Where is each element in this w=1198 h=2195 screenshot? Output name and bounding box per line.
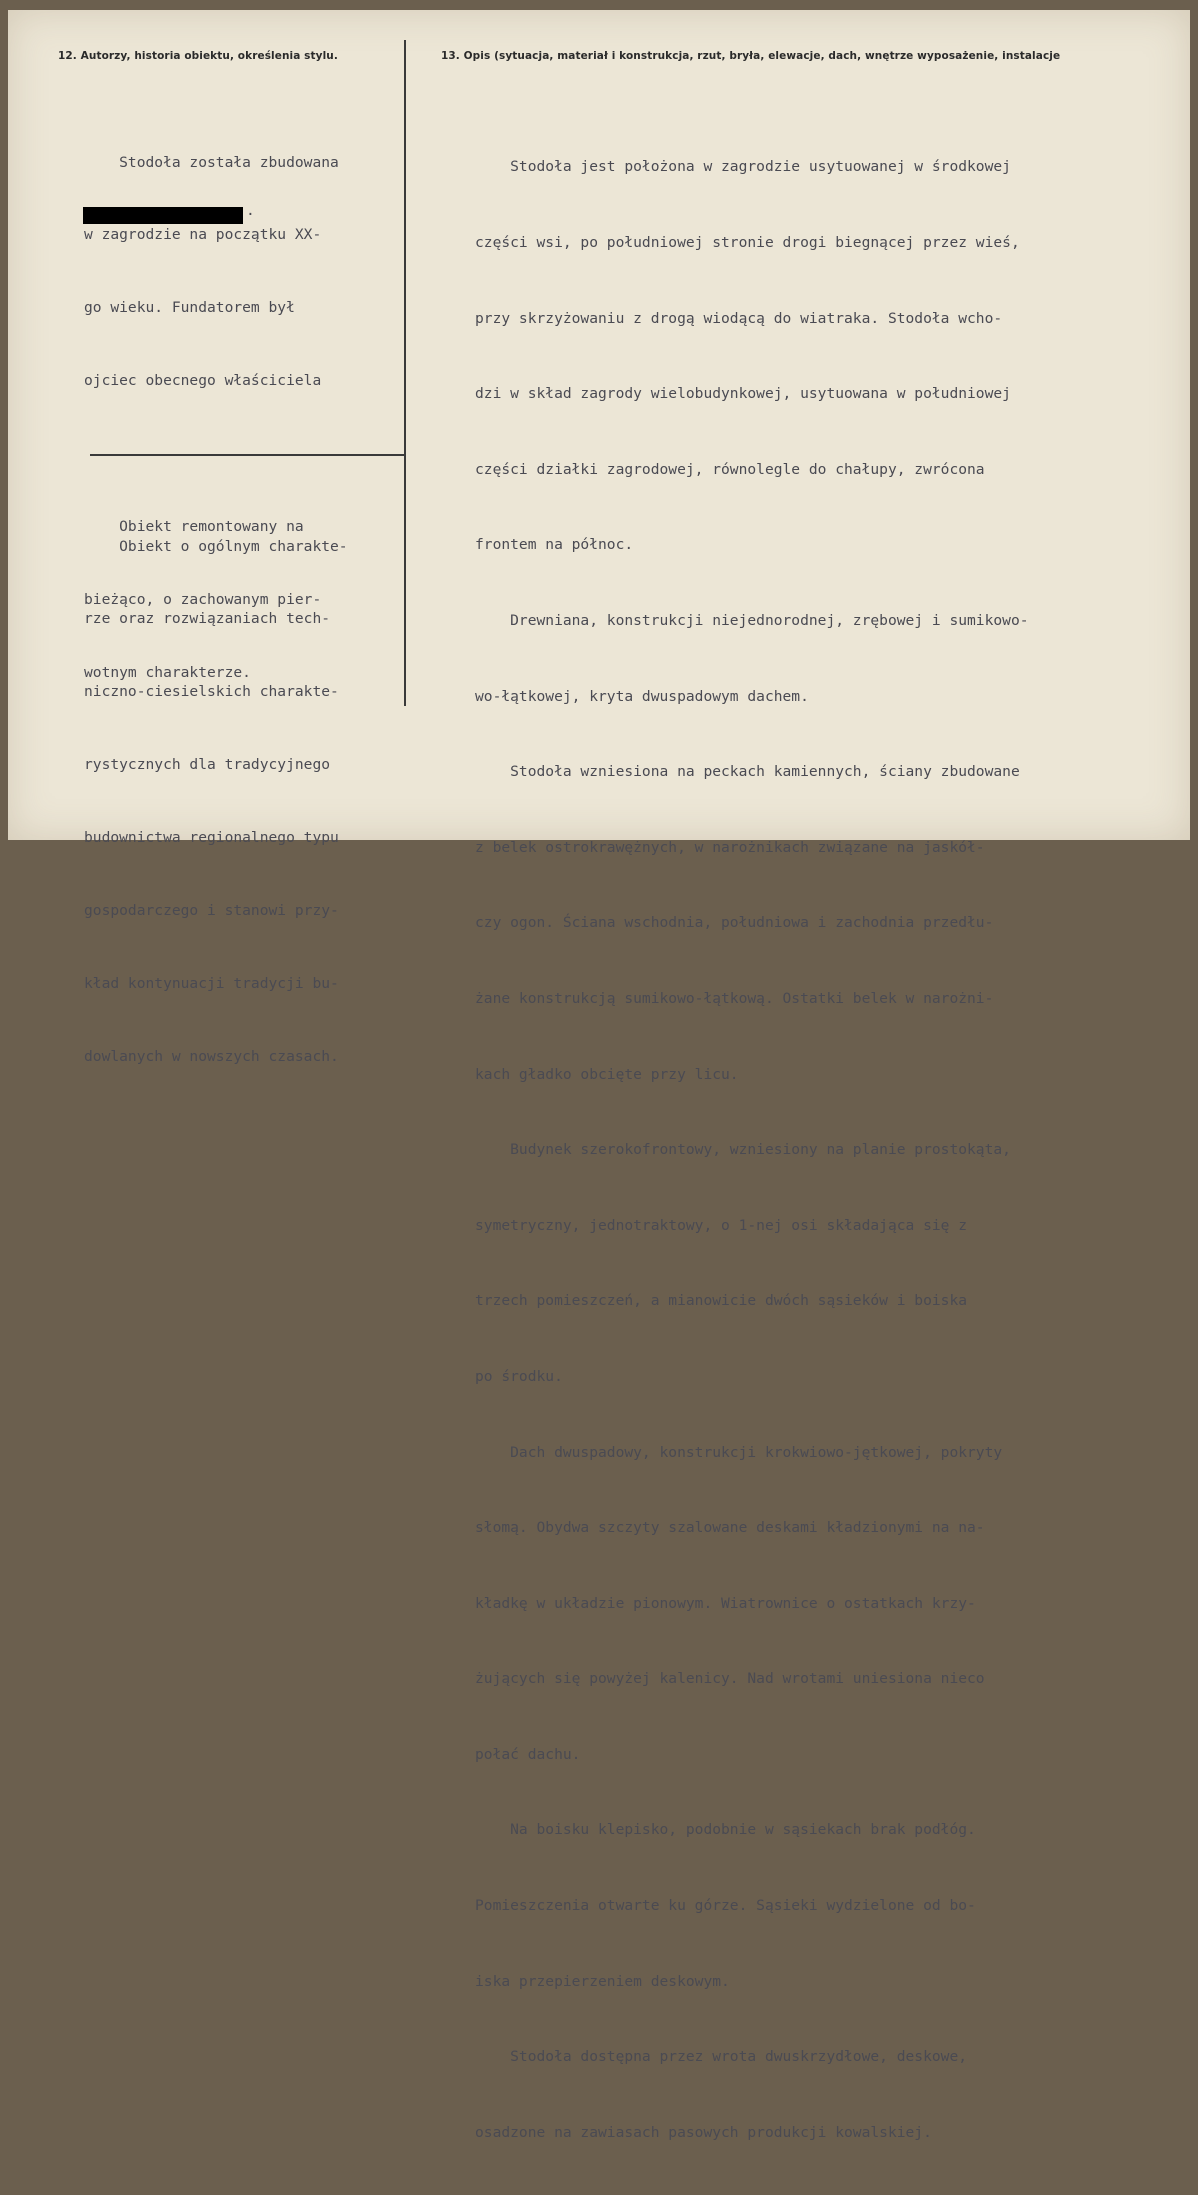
text-line: w zagrodzie na początku XX- xyxy=(84,226,322,244)
text-line: Budynek szerokofrontowy, wzniesiony na planie prostokąta, xyxy=(475,1141,1011,1159)
text-line: gospodarczego i stanowi przy- xyxy=(84,902,339,920)
redaction-bar xyxy=(83,207,243,224)
text-line: rze oraz rozwiązaniach tech- xyxy=(84,610,331,628)
text-line: rystycznych dla tradycyjnego xyxy=(84,756,331,774)
text-line: osadzone na zawiasach pasowych produkcji kowalskiej. xyxy=(475,2123,932,2141)
text-line: trzech pomieszczeń, a mianowicie dwóch sąsieków i boiska xyxy=(475,1292,968,1310)
text-line: Obiekt remontowany na xyxy=(84,518,304,536)
text-line: przy skrzyżowaniu z drogą wiodącą do wiatraka. Stodoła wcho- xyxy=(475,309,1003,327)
column-divider xyxy=(404,40,406,706)
text-line: Stodoła dostępna przez wrota dwuskrzydłowe, deskowe, xyxy=(475,2048,968,2066)
text-line: bieżąco, o zachowanym pier- xyxy=(84,590,322,608)
text-line: żujących się powyżej kalenicy. Nad wrotami uniesiona nieco xyxy=(475,1670,985,1688)
redaction-period: . xyxy=(246,202,255,219)
text-line: dowlanych w nowszych czasach. xyxy=(84,1047,339,1065)
text-line: Pomieszczenia otwarte ku górze. Sąsieki wydzielone od bo- xyxy=(475,1897,976,1915)
text-line: kład kontynuacji tradycji bu- xyxy=(84,974,339,992)
text-line: symetryczny, jednotraktowy, o 1-nej osi składająca się z xyxy=(475,1216,968,1234)
text-line: budownictwa regionalnego typu xyxy=(84,829,339,847)
text-line: wo-łątkowej, kryta dwuspadowym dachem. xyxy=(475,687,809,705)
text-line: połać dachu. xyxy=(475,1745,581,1763)
text-line: Stodoła została zbudowana xyxy=(84,153,339,171)
right-description-text xyxy=(475,104,1029,2195)
text-line: dzi w skład zagrody wielobudynkowej, usytuowana w południowej xyxy=(475,385,1011,403)
left-bottom-text xyxy=(84,486,348,1118)
text-line: Obiekt o ogólnym charakte- xyxy=(84,537,348,555)
section-13-header: 13. Opis (sytuacja, materiał i konstrukcja, rzut, bryła, elewacje, dach, wnętrze wyposażenie, instalacje xyxy=(441,50,1061,62)
text-line: kładkę w układzie pionowym. Wiatrownice o ostatkach krzy- xyxy=(475,1594,976,1612)
text-line: Stodoła wzniesiona na peckach kamiennych, ściany zbudowane xyxy=(475,763,1020,781)
text-line: części działki zagrodowej, równolegle do chałupy, zwrócona xyxy=(475,460,985,478)
text-line: ojciec obecnego właściciela xyxy=(84,372,322,390)
text-line: Dach dwuspadowy, konstrukcji krokwiowo-jętkowej, pokryty xyxy=(475,1443,1003,1461)
text-line: iska przepierzeniem deskowym. xyxy=(475,1972,730,1990)
text-line: wotnym charakterze. xyxy=(84,663,251,681)
text-line: frontem na północ. xyxy=(475,536,634,554)
text-line: Drewniana, konstrukcji niejednorodnej, zrębowej i sumikowo- xyxy=(475,611,1029,629)
text-line: niczno-ciesielskich charakte- xyxy=(84,683,339,701)
text-line: kach gładko obcięte przy licu. xyxy=(475,1065,739,1083)
text-line: czy ogon. Ściana wschodnia, południowa i zachodnia przedłu- xyxy=(475,914,994,932)
text-line: żane konstrukcją sumikowo-łątkową. Ostatki belek w narożni- xyxy=(475,989,994,1007)
text-line: części wsi, po południowej stronie drogi biegnącej przez wieś, xyxy=(475,234,1020,251)
text-line: po środku. xyxy=(475,1367,563,1385)
document-sheet xyxy=(8,10,1190,2141)
section-12-header: 12. Autorzy, historia obiektu, określenia stylu. xyxy=(58,50,338,62)
text-line: słomą. Obydwa szczyty szalowane deskami kładzionymi na na- xyxy=(475,1519,985,1537)
text-line: z belek ostrokrawężnych, w narożnikach związane na jaskół- xyxy=(475,838,985,856)
text-line xyxy=(84,442,339,466)
text-line: Na boisku klepisko, podobnie w sąsiekach brak podłóg. xyxy=(475,1821,976,1839)
text-line: Stodoła jest położona w zagrodzie usytuowanej w środkowej xyxy=(475,158,1011,176)
text-line: go wieku. Fundatorem był xyxy=(84,299,295,317)
